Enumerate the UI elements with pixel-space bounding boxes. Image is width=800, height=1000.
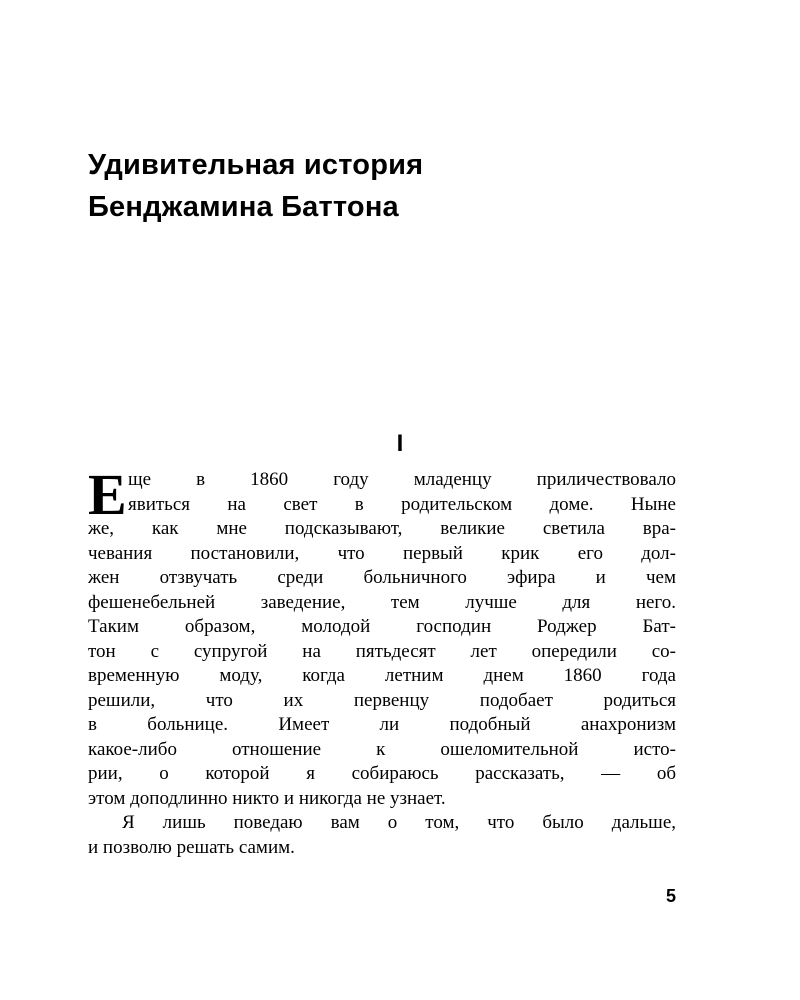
text-line-2: явиться на свет в родительском доме. Ныне	[128, 493, 676, 515]
text-line-4: чевания постановили, что первый крик его дол-	[88, 542, 676, 564]
text-line-10: решили, что их первенцу подобает родиться	[88, 689, 676, 711]
text-line-1: ще в 1860 году младенцу приличествовало	[128, 469, 676, 490]
story-title	[88, 144, 688, 228]
text-line-13: рии, о которой я собираюсь рассказать, — об	[88, 763, 676, 784]
text-line-12: какое-либо отношение к ошеломительной исто-	[88, 738, 676, 760]
text-line-5: жен отзвучать среди больничного эфира и чем	[88, 567, 676, 588]
text-line-8: тон с супругой на пятьдесят лет опередили со-	[88, 640, 676, 662]
text-line-9: временную моду, когда летним днем 1860 года	[88, 665, 676, 686]
page-number: 5	[665, 886, 676, 906]
text-line-7: Таким образом, молодой господин Роджер Бат-	[88, 616, 676, 637]
text-line-15: Я лишь поведаю вам о том, что было дальше,	[122, 812, 676, 833]
drop-cap-letter: Е	[88, 462, 127, 527]
story-title-line-2: Бенджамина Баттона	[88, 191, 399, 223]
body-text	[88, 462, 676, 860]
text-line-14: этом доподлинно никто и никогда не узнает.	[88, 787, 446, 809]
chapter-number: I	[396, 430, 404, 457]
text-line-11: в больнице. Имеет ли подобный анахронизм	[88, 714, 676, 735]
text-line-16: и позволю решать самим.	[88, 836, 295, 858]
text-line-3: же, как мне подсказывают, великие светила вра-	[88, 518, 676, 539]
text-line-6: фешенебельней заведение, тем лучше для него.	[88, 591, 676, 613]
story-title-line-1: Удивительная история	[88, 149, 424, 181]
